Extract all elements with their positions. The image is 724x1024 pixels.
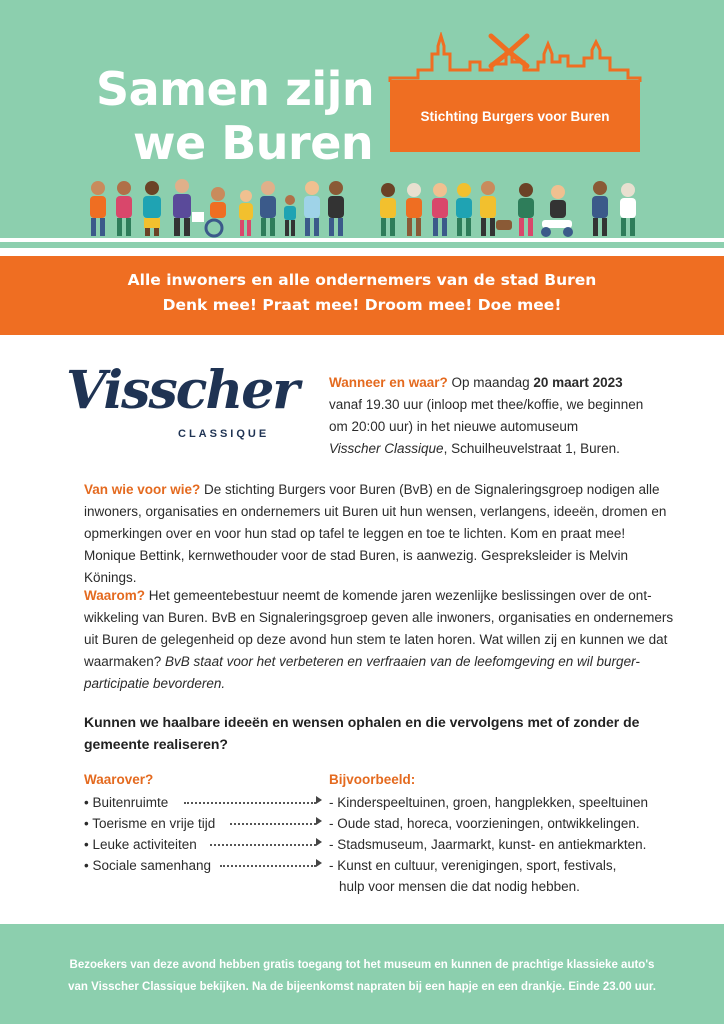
for-whom-line-3: opmerkingen over en voor hun stad op tafel te leggen en toe te lichten. Kom en praat mee! <box>84 526 626 541</box>
slogan-banner <box>0 256 724 335</box>
visscher-classique-logo <box>66 360 296 450</box>
topic-item <box>84 834 215 855</box>
topics-list <box>84 792 215 876</box>
topic-label: • Leuke activiteiten <box>84 837 197 852</box>
banner-line-2: Denk mee! Praat mee! Droom mee! Doe mee! <box>162 296 562 314</box>
examples-header: Bijvoorbeeld: <box>329 772 416 787</box>
example-item: - Stadsmuseum, Jaarmarkt, kunst- en antiekmarkten. <box>329 837 647 852</box>
footer-line-2: van Visscher Classique bekijken. Na de bijeenkomst napraten bij een hapje en een drankje. Einde 23.00 uur. <box>68 981 656 993</box>
why-line-4a: waarmaken? <box>84 654 166 669</box>
arrow-icon <box>316 796 322 804</box>
header <box>0 0 724 248</box>
for-whom-paragraph <box>84 479 684 589</box>
arrow-icon <box>316 817 322 825</box>
topic-item <box>84 813 215 834</box>
topic-label: • Buitenruimte <box>84 795 169 810</box>
when-start: om 20:00 uur) in het nieuwe automuseum <box>329 419 579 434</box>
why-paragraph <box>84 585 684 695</box>
question-line-1: Kunnen we haalbare ideeën en wensen ophalen en die vervolgens met of zonder de <box>84 714 640 730</box>
topic-item <box>84 792 215 813</box>
arrow-icon <box>316 859 322 867</box>
example-item: - Oude stad, horeca, voorzieningen, ontwikkelingen. <box>329 816 640 831</box>
examples-list <box>329 792 669 897</box>
logo-subtitle: CLASSIQUE <box>178 428 270 440</box>
why-line-1: Het gemeentebestuur neemt de komende jaren wezenlijke beslissingen over de ont- <box>145 588 652 603</box>
arrow-icon <box>316 838 322 846</box>
when-label: Wanneer en waar? <box>329 375 448 390</box>
dotted-leader <box>230 823 316 825</box>
dotted-leader <box>220 865 316 867</box>
topic-label: • Sociale samenhang <box>84 858 212 873</box>
when-where-block <box>329 372 659 460</box>
banner-line-1: Alle inwoners en alle ondernemers van de stad Buren <box>127 271 597 289</box>
title-line-2: we Buren <box>133 116 374 170</box>
footer-line-1: Bezoekers van deze avond hebben gratis toegang tot het museum en kunnen de prachtige klassieke auto's <box>69 959 655 971</box>
header-divider <box>0 238 724 242</box>
question-line-2: gemeente realiseren? <box>84 736 228 752</box>
foundation-badge: Stichting Burgers voor Buren <box>390 80 640 152</box>
topics-header: Waarover? <box>84 772 154 787</box>
topic-item <box>84 855 215 876</box>
example-item-continuation: hulp voor mensen die dat nodig hebben. <box>339 879 580 894</box>
why-line-3: uit Buren de gelegenheid op deze avond hun stem te laten horen. Wat willen zij en kunnen we dat <box>84 632 668 647</box>
for-whom-label: Van wie voor wie? <box>84 482 201 497</box>
footer <box>0 924 724 1024</box>
main-question <box>84 711 644 755</box>
why-line-5: participatie bevorderen. <box>84 676 226 691</box>
page-title <box>96 62 386 170</box>
for-whom-line-2: inwoners, organisaties en ondernemers uit Buren uit hun wensen, verlangens, ideeën, dromen en <box>84 504 667 519</box>
for-whom-line-4: Monique Bettink, kernwethouder voor de stad Buren, is aanwezig. Gespreksleider is Melvin Könings. <box>84 548 629 585</box>
title-line-1: Samen zijn <box>96 62 375 116</box>
when-time: vanaf 19.30 uur (inloop met thee/koffie, we beginnen <box>329 397 644 412</box>
why-line-2: wikkeling van Buren. BvB en Signaleringsgroep geven alle inwoners, organisaties en ondernemers <box>84 610 674 625</box>
town-skyline-icon <box>388 32 648 87</box>
when-text: Op maandag <box>447 375 534 390</box>
topic-label: • Toerisme en vrije tijd <box>84 816 216 831</box>
dotted-leader <box>210 844 316 846</box>
example-item: - Kinderspeeltuinen, groen, hangplekken, speeltuinen <box>329 795 648 810</box>
why-line-4b: BvB staat voor het verbeteren en verfraaien van de leefomgeving en wil burger- <box>165 654 640 669</box>
logo-script: Visscher <box>66 360 298 421</box>
event-date: 20 maart 2023 <box>533 375 623 390</box>
dotted-leader <box>184 802 316 804</box>
example-item: - Kunst en cultuur, verenigingen, sport, festivals, <box>329 858 617 873</box>
venue-address: , Schuilheuvelstraat 1, Buren. <box>443 441 620 456</box>
why-label: Waarom? <box>84 588 146 603</box>
people-illustration-icon <box>80 176 650 240</box>
venue-name: Visscher Classique <box>329 441 444 456</box>
for-whom-line-1: De stichting Burgers voor Buren (BvB) en de Signaleringsgroep nodigen alle <box>200 482 660 497</box>
